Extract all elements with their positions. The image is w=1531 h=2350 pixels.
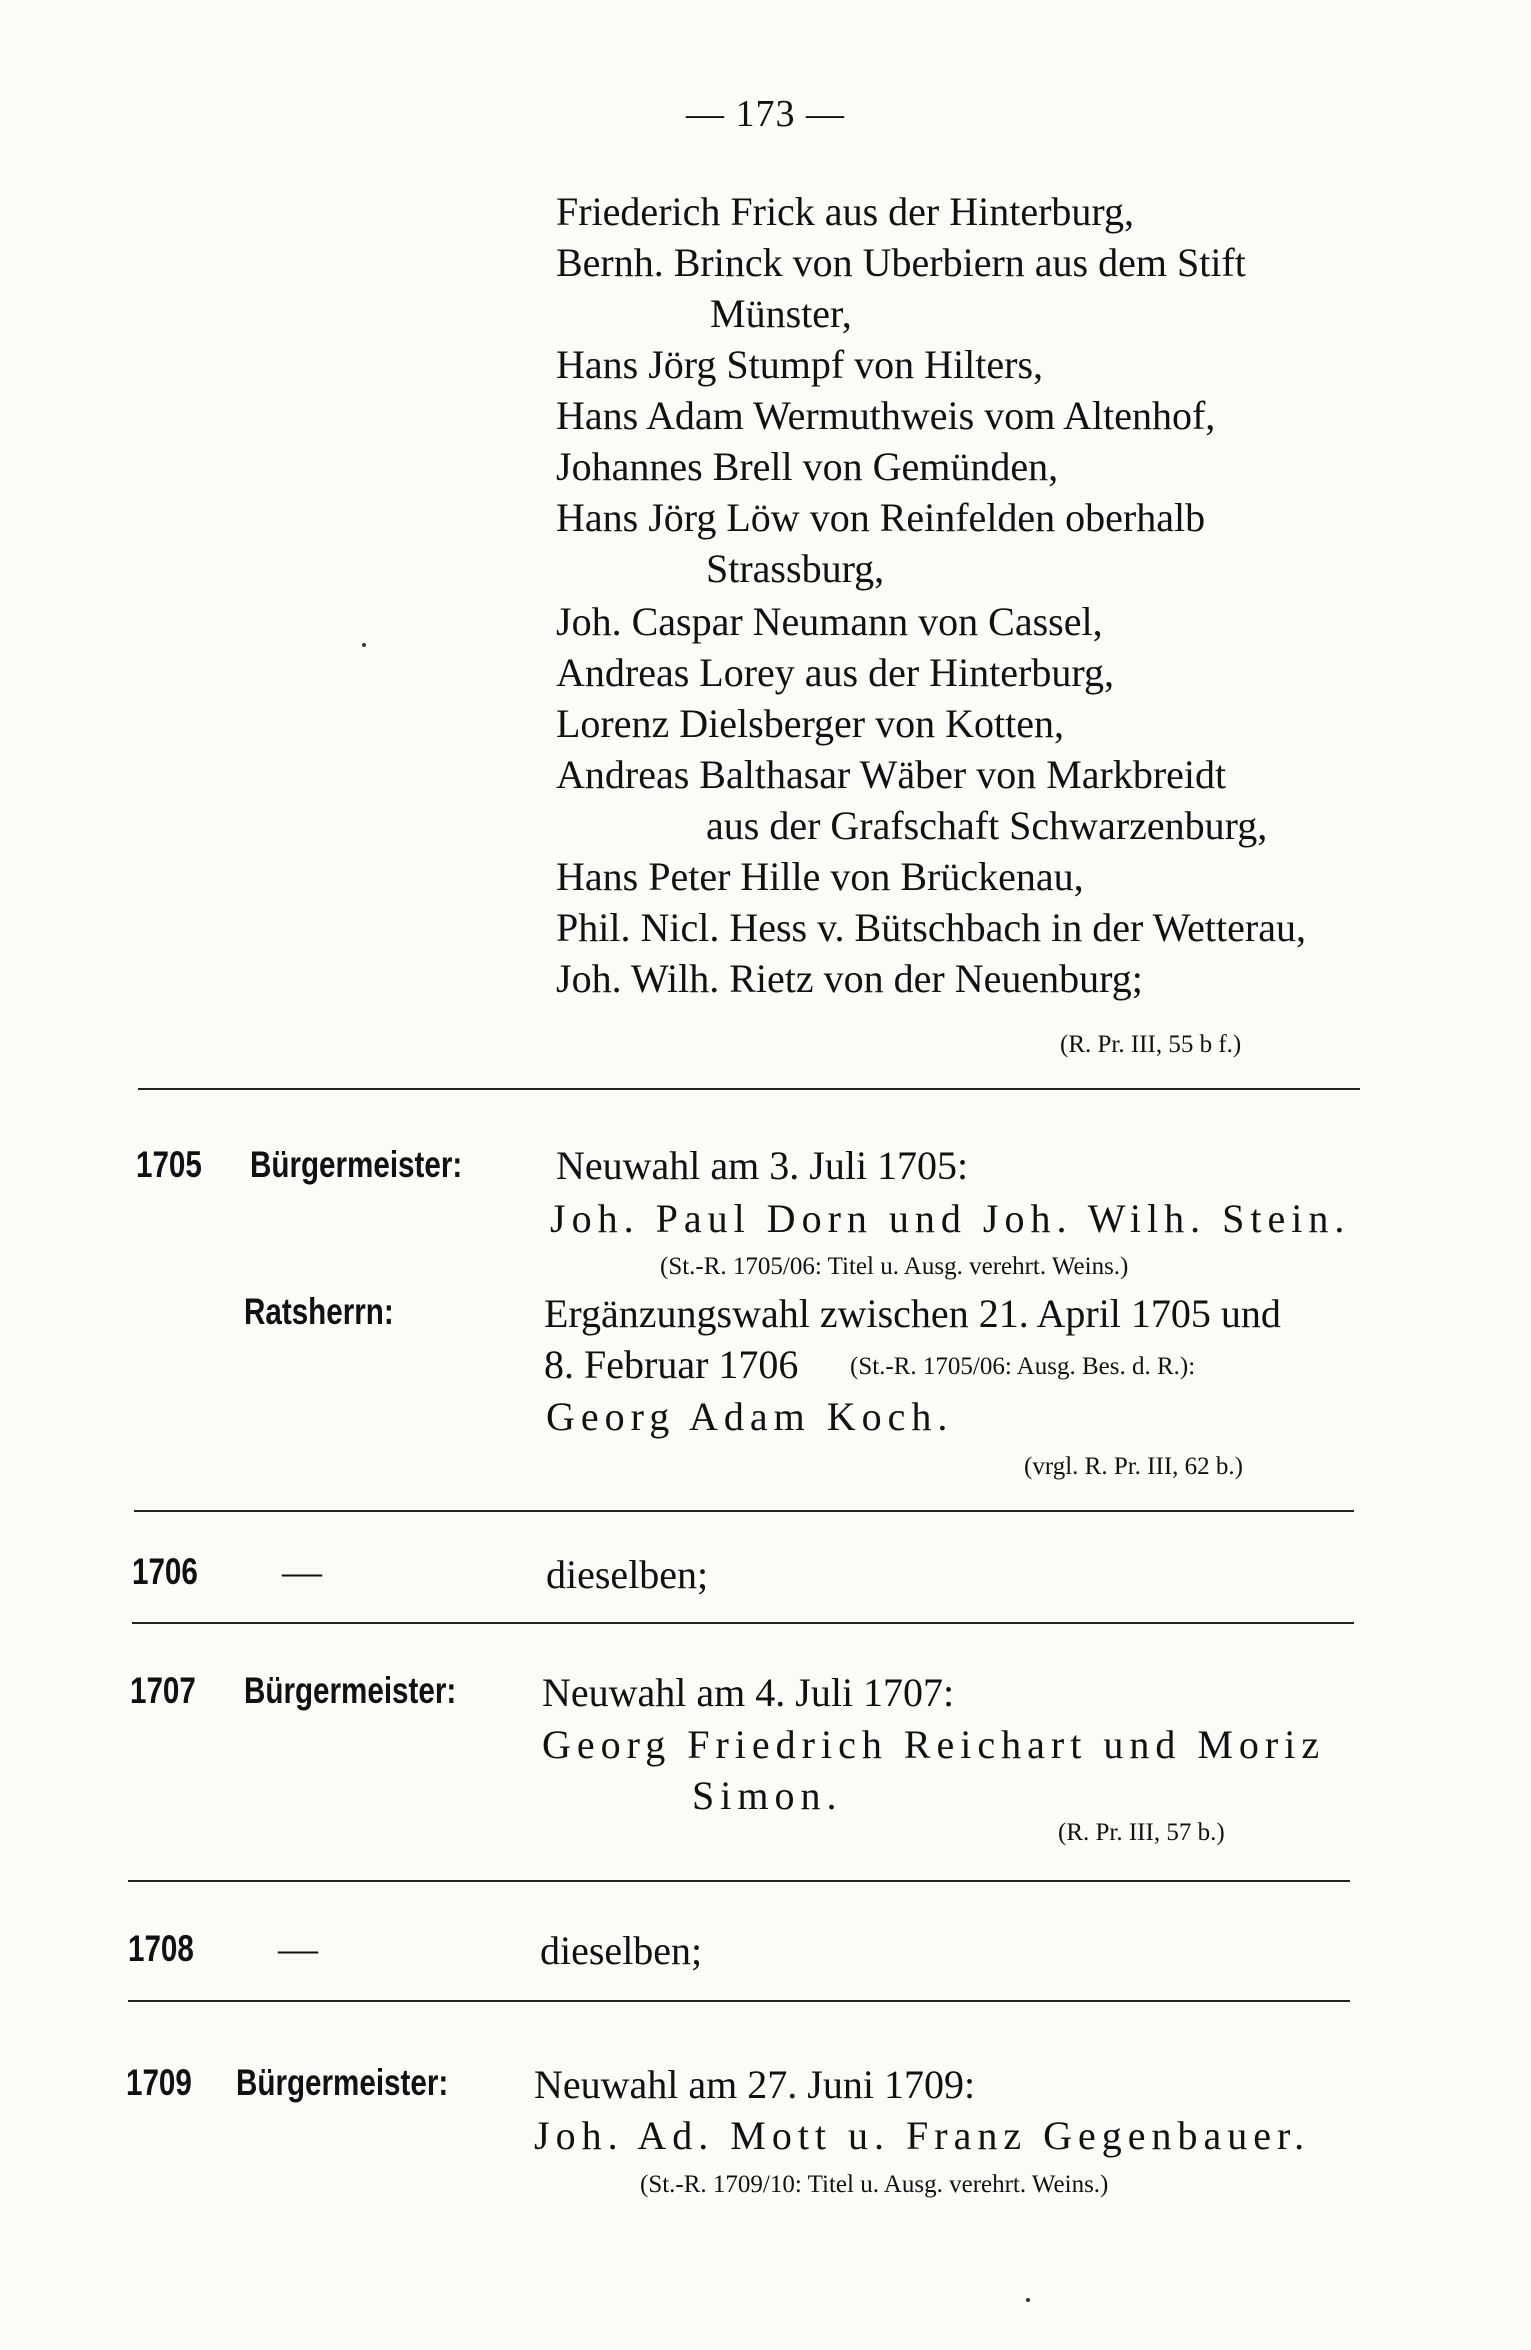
name-line: Hans Jörg Löw von Reinfelden oberhalb xyxy=(556,495,1206,540)
entry-year: 1705 xyxy=(136,1144,202,1185)
entry-dash: — xyxy=(282,1549,322,1594)
entry-names: Georg Friedrich Reichart und Moriz xyxy=(542,1722,1326,1767)
source-reference: (St.-R. 1705/06: Titel u. Ausg. verehrt. Weins.) xyxy=(660,1253,1129,1280)
section-divider xyxy=(128,2000,1350,2002)
entry-label: Bürgermeister: xyxy=(250,1144,463,1185)
source-reference: (St.-R. 1705/06: Ausg. Bes. d. R.): xyxy=(850,1353,1196,1380)
section-divider xyxy=(134,1510,1354,1512)
entry-text: dieselben; xyxy=(546,1552,709,1597)
print-speck xyxy=(1026,2298,1030,2302)
name-line: Bernh. Brinck von Uberbiern aus dem Stift xyxy=(556,240,1246,285)
entry-text: dieselben; xyxy=(540,1928,703,1973)
name-line: Hans Jörg Stumpf von Hilters, xyxy=(556,342,1044,387)
entry-label: Ratsherrn: xyxy=(244,1291,394,1332)
source-reference: (R. Pr. III, 57 b.) xyxy=(1058,1819,1225,1846)
entry-names: Georg Adam Koch. xyxy=(546,1394,954,1439)
name-line: Andreas Balthasar Wäber von Markbreidt xyxy=(556,752,1227,797)
source-reference: (R. Pr. III, 55 b f.) xyxy=(1060,1031,1242,1058)
name-line: Johannes Brell von Gemünden, xyxy=(556,444,1059,489)
entry-text: Neuwahl am 27. Juni 1709: xyxy=(534,2062,976,2107)
name-line: Hans Adam Wermuthweis vom Altenhof, xyxy=(556,393,1216,438)
entry-names: Simon. xyxy=(692,1773,843,1818)
name-line: Joh. Caspar Neumann von Cassel, xyxy=(556,599,1103,644)
entry-text: Neuwahl am 4. Juli 1707: xyxy=(542,1670,955,1715)
name-line: Münster, xyxy=(710,291,852,336)
entry-names: Joh. Paul Dorn und Joh. Wilh. Stein. xyxy=(550,1196,1351,1241)
name-line: Phil. Nicl. Hess v. Bütschbach in der Wetterau, xyxy=(556,905,1306,950)
name-line: Hans Peter Hille von Brückenau, xyxy=(556,854,1084,899)
name-line: Friederich Frick aus der Hinterburg, xyxy=(556,189,1134,234)
print-speck xyxy=(362,643,366,647)
source-reference: (vrgl. R. Pr. III, 62 b.) xyxy=(1024,1453,1243,1480)
entry-dash: — xyxy=(278,1926,318,1971)
name-line: Andreas Lorey aus der Hinterburg, xyxy=(556,650,1114,695)
section-divider xyxy=(128,1880,1350,1882)
page-number: — 173 — xyxy=(686,93,845,135)
entry-label: Bürgermeister: xyxy=(244,1670,457,1711)
entry-text: Ergänzungswahl zwischen 21. April 1705 und xyxy=(544,1291,1281,1336)
entry-text: Neuwahl am 3. Juli 1705: xyxy=(556,1143,969,1188)
source-reference: (St.-R. 1709/10: Titel u. Ausg. verehrt. Weins.) xyxy=(640,2171,1109,2198)
entry-year: 1708 xyxy=(128,1928,194,1969)
entry-names: Joh. Ad. Mott u. Franz Gegenbauer. xyxy=(534,2113,1311,2158)
name-line: Strassburg, xyxy=(706,546,885,591)
entry-year: 1707 xyxy=(130,1670,196,1711)
entry-text: 8. Februar 1706 xyxy=(544,1342,799,1387)
entry-label: Bürgermeister: xyxy=(236,2062,449,2103)
entry-year: 1709 xyxy=(126,2062,192,2103)
name-line: Lorenz Dielsberger von Kotten, xyxy=(556,701,1064,746)
entry-year: 1706 xyxy=(132,1551,198,1592)
name-line: Joh. Wilh. Rietz von der Neuenburg; xyxy=(556,956,1143,1001)
section-divider xyxy=(138,1088,1360,1090)
name-line: aus der Grafschaft Schwarzenburg, xyxy=(706,803,1268,848)
section-divider xyxy=(132,1622,1354,1624)
